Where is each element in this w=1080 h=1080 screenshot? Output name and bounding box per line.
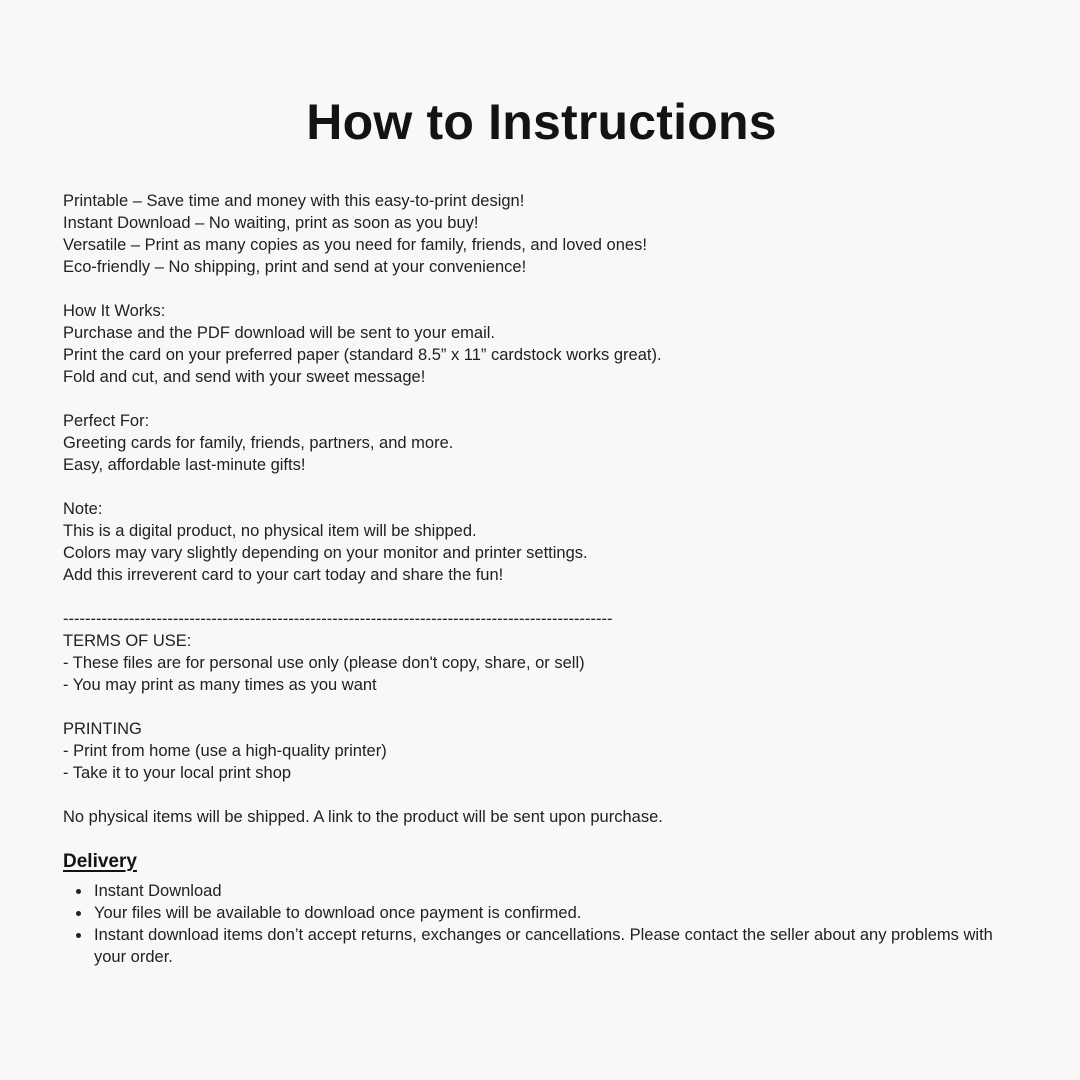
text-line: No physical items will be shipped. A link to the product will be sent upon purchase.	[63, 808, 663, 826]
text-line: How It Works:	[63, 302, 166, 320]
delivery-bullet-list	[63, 880, 1020, 968]
paragraph	[63, 608, 1020, 696]
text-line: Print the card on your preferred paper (standard 8.5” x 11” cardstock works great).	[63, 346, 662, 364]
page-title: How to Instructions	[306, 94, 777, 150]
text-line: - Take it to your local print shop	[63, 764, 292, 782]
delivery-section	[63, 850, 1020, 968]
text-line: Perfect For:	[63, 412, 150, 430]
paragraph	[63, 190, 1020, 278]
text-line: - These files are for personal use only (please don't copy, share, or sell)	[63, 654, 585, 672]
body-text	[63, 190, 1020, 828]
paragraph	[63, 718, 1020, 784]
text-line: Note:	[63, 500, 103, 518]
paragraph	[63, 498, 1020, 586]
delivery-heading: Delivery	[63, 851, 137, 872]
text-line: This is a digital product, no physical item will be shipped.	[63, 522, 477, 540]
text-line: PRINTING	[63, 720, 142, 738]
paragraph	[63, 410, 1020, 476]
delivery-bullet-item: • Instant download items don’t accept returns, exchanges or cancellations. Please contact the seller about any problems with your order.	[92, 924, 1020, 968]
delivery-bullet-item: • Instant Download	[92, 880, 1020, 902]
text-line: Easy, affordable last-minute gifts!	[63, 456, 306, 474]
text-line: - Print from home (use a high-quality printer)	[63, 742, 387, 760]
text-line: Eco-friendly – No shipping, print and send at your convenience!	[63, 258, 527, 276]
text-line: Add this irreverent card to your cart today and share the fun!	[63, 566, 504, 584]
paragraph	[63, 300, 1020, 388]
text-line: Versatile – Print as many copies as you need for family, friends, and loved ones!	[63, 236, 647, 254]
text-line: - You may print as many times as you want	[63, 676, 377, 694]
text-line: Printable – Save time and money with this easy-to-print design!	[63, 192, 525, 210]
paragraph	[63, 806, 1020, 828]
text-line: Colors may vary slightly depending on your monitor and printer settings.	[63, 544, 588, 562]
dashed-divider: ----------------------------------------------------------------------------------------------------	[63, 610, 613, 628]
text-line: Fold and cut, and send with your sweet message!	[63, 368, 426, 386]
text-line: Greeting cards for family, friends, partners, and more.	[63, 434, 454, 452]
delivery-bullet-item: • Your files will be available to download once payment is confirmed.	[92, 902, 1020, 924]
text-line: Instant Download – No waiting, print as soon as you buy!	[63, 214, 479, 232]
text-line: TERMS OF USE:	[63, 632, 192, 650]
text-line: Purchase and the PDF download will be sent to your email.	[63, 324, 495, 342]
